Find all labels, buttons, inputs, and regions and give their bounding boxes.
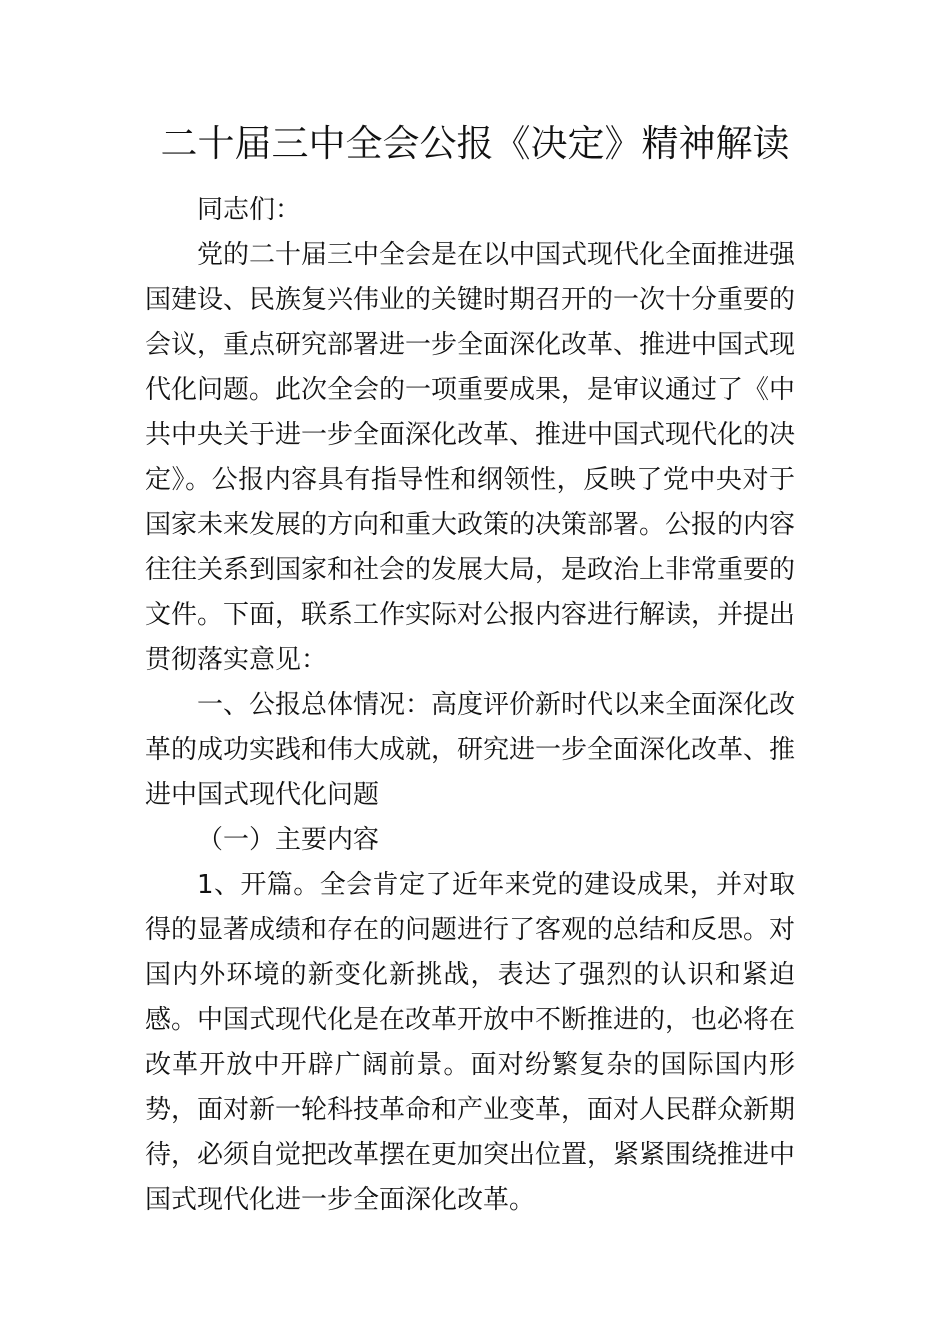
- document-body: [145, 188, 795, 1223]
- paragraph-opening: 1、开篇。全会肯定了近年来党的建设成果，并对取得的显著成绩和存在的问题进行了客观的总结和反思。对国内外环境的新变化新挑战，表达了强烈的认识和紧迫感。中国式现代化是在改革开放中不断推进的，也必将在改革开放中开辟广阔前景。面对纷繁复杂的国际国内形势，面对新一轮科技革命和产业变革，面对人民群众新期待，必须自觉把改革摆在更加突出位置，紧紧围绕推进中国式现代化进一步全面深化改革。: [145, 870, 796, 1215]
- paragraph-intro: 党的二十届三中全会是在以中国式现代化全面推进强国建设、民族复兴伟业的关键时期召开的一次十分重要的会议，重点研究部署进一步全面深化改革、推进中国式现代化问题。此次全会的一项重要成果，是审议通过了《中共中央关于进一步全面深化改革、推进中国式现代化的决定》。公报内容具有指导性和纲领性，反映了党中央对于国家未来发展的方向和重大政策的决策部署。公报的内容往往关系到国家和社会的发展大局，是政治上非常重要的文件。下面，联系工作实际对公报内容进行解读，并提出贯彻落实意见：: [145, 240, 796, 675]
- subsection-heading-1: （一）主要内容: [197, 825, 380, 855]
- greeting: 同志们：: [197, 195, 302, 225]
- section-heading-1: 一、公报总体情况：高度评价新时代以来全面深化改革的成功实践和伟大成就，研究进一步全面深化改革、推进中国式现代化问题: [145, 690, 796, 810]
- document-title: 二十届三中全会公报《决定》精神解读: [160, 122, 790, 165]
